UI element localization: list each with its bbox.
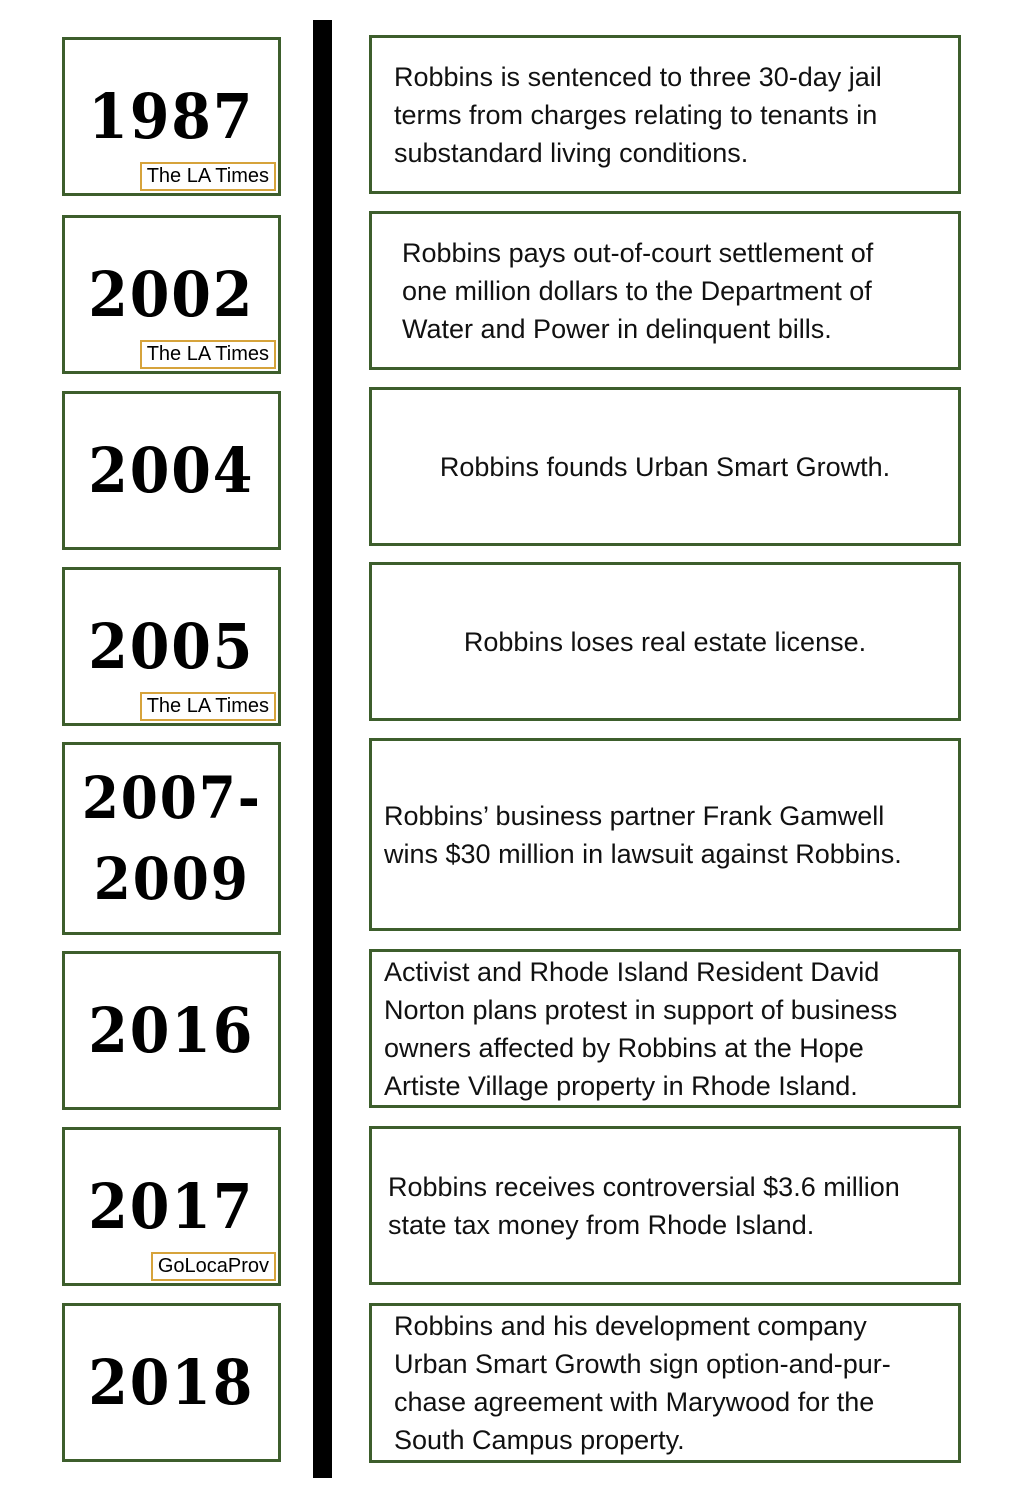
event-description: Robbins pays out-of-court settlement of one million dollars to the Department of Water and Power in delinquent bills.	[402, 237, 874, 344]
event-box-2018	[369, 1303, 961, 1463]
event-description: Robbins’ business partner Frank Gamwell wins $30 million in lawsuit against Robbins.	[384, 800, 902, 869]
year-box-2002	[62, 215, 281, 374]
event-box-2017	[369, 1126, 961, 1285]
event-description: Robbins loses real estate license.	[463, 626, 867, 657]
event-box-2007-2009	[369, 738, 961, 931]
year-box-2005	[62, 567, 281, 726]
source-badge: The LA Times	[140, 692, 276, 721]
event-box-2005	[369, 562, 961, 721]
event-description: Robbins founds Urban Smart Growth.	[439, 451, 891, 482]
event-box-1987	[369, 35, 961, 194]
year-box-2004	[62, 391, 281, 550]
year-label: 2004	[88, 433, 255, 507]
source-badge: The LA Times	[140, 340, 276, 369]
year-box-2018	[62, 1303, 281, 1462]
year-label: 2002	[88, 257, 255, 331]
source-badge: GoLocaProv	[151, 1252, 276, 1281]
timeline-spine	[313, 20, 332, 1478]
event-description: Robbins and his development company Urban Smart Growth sign option-and-pur- chase agreement with Marywood for the South Campus property.	[394, 1311, 891, 1455]
year-label: 2005	[88, 609, 255, 683]
year-label: 2017	[88, 1169, 255, 1243]
event-box-2004	[369, 387, 961, 546]
event-box-2002	[369, 211, 961, 370]
event-description: Activist and Rhode Island Resident David Norton plans protest in support of business owners affected by Robbins at the Hope Artiste Village property in Rhode Island.	[384, 956, 898, 1101]
year-box-2017	[62, 1127, 281, 1286]
year-box-2007-2009	[62, 742, 281, 935]
source-badge: The LA Times	[140, 162, 276, 191]
year-box-2016	[62, 951, 281, 1110]
year-label: 2007- 2009	[81, 764, 262, 913]
event-box-2016	[369, 949, 961, 1108]
event-description: Robbins receives controversial $3.6 million state tax money from Rhode Island.	[388, 1171, 900, 1240]
year-label: 2018	[88, 1345, 255, 1419]
year-label: 2016	[88, 993, 255, 1067]
year-label: 1987	[88, 79, 255, 153]
event-description: Robbins is sentenced to three 30-day jail terms from charges relating to tenants in substandard living conditions.	[394, 61, 882, 168]
year-box-1987	[62, 37, 281, 196]
